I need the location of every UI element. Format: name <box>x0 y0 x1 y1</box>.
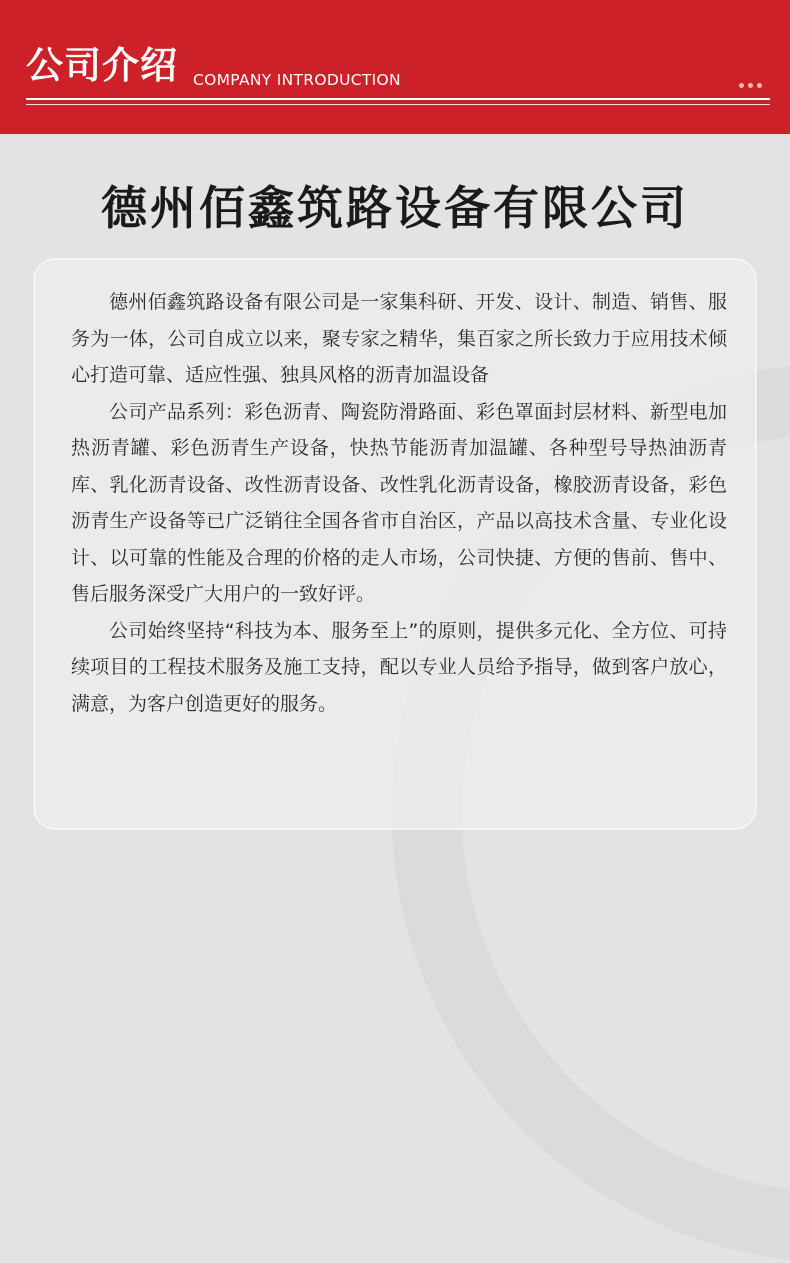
intro-paragraph-1: 德州佰鑫筑路设备有限公司是一家集科研、开发、设计、制造、销售、服务为一体，公司自成立以来，聚专家之精华，集百家之所长致力于应用技术倾心打造可靠、适应性强、独具风格的沥青加温设备 <box>71 291 727 386</box>
header-divider <box>26 98 770 100</box>
header-divider-thin <box>26 104 770 105</box>
decorative-dots <box>739 83 762 88</box>
dot-icon <box>739 83 744 88</box>
intro-paragraph-2: 公司产品系列：彩色沥青、陶瓷防滑路面、彩色罩面封层材料、新型电加热沥青罐、彩色沥青生产设备，快热节能沥青加温罐、各种型号导热油沥青库、乳化沥青设备、改性沥青设备、改性乳化沥青设备，橡胶沥青设备，彩色沥青生产设备等已广泛销往全国各省市自治区，产品以高技术含量、专业化设计、以可靠的性能及合理的价格的走人市场，公司快捷、方便的售前、售中、售后服务深受广大用户的一致好评。 <box>71 400 727 605</box>
dot-icon <box>757 83 762 88</box>
section-subtitle: COMPANY INTRODUCTION <box>193 71 401 89</box>
dot-icon <box>748 83 753 88</box>
intro-paragraph-3: 公司始终坚持“科技为本、服务至上”的原则，提供多元化、全方位、可持续项目的工程技术服务及施工支持，配以专业人员给予指导，做到客户放心，满意，为客户创造更好的服务。 <box>71 619 727 715</box>
header-banner <box>0 0 790 134</box>
company-name-heading: 德州佰鑫筑路设备有限公司 <box>101 181 689 235</box>
section-title: 公司介绍 <box>26 44 178 87</box>
intro-card <box>33 258 757 830</box>
